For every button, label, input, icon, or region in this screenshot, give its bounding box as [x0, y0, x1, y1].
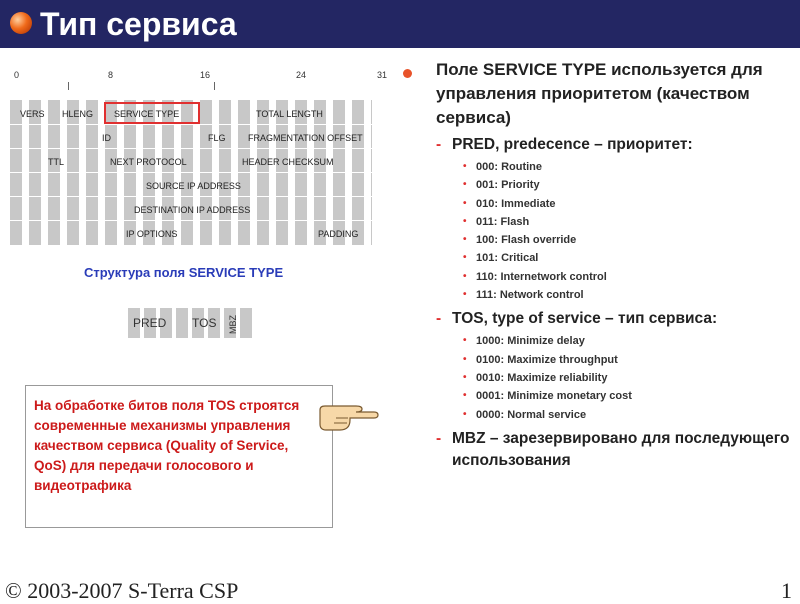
service-type-highlight [104, 102, 200, 124]
dash-bullet-icon: - [436, 136, 442, 153]
footer-copyright: © 2003-2007 S-Terra CSP [5, 578, 239, 603]
pred-codes-list [436, 158, 796, 304]
bit-label-31: 31 [377, 70, 388, 80]
field-hlen: HLENG [62, 109, 94, 119]
tos-codes-list [436, 332, 796, 423]
bullet-icon: • [463, 270, 467, 282]
bullet-icon: • [463, 197, 467, 209]
list-item: • 0010: Maximize reliability [476, 369, 796, 387]
section-mbz [436, 428, 796, 472]
bullet-icon: • [463, 371, 467, 383]
field-vers: VERS [20, 109, 45, 119]
field-flg: FLG [208, 133, 226, 143]
field-next-protocol: NEXT PROTOCOL [110, 157, 187, 167]
callout-text: На обработке битов поля TOS строятся современные механизмы управления качеством сервиса (Quality of Service, QoS) для передачи голосового и видеотрафика [34, 398, 300, 493]
tick-mark [68, 82, 69, 90]
main-heading: Поле SERVICE TYPE используется для управления приоритетом (качеством сервиса) [436, 60, 763, 127]
list-item: • 110: Internetwork control [476, 268, 796, 286]
list-item: • 011: Flash [476, 213, 796, 231]
slide-title: Тип сервиса [40, 6, 237, 42]
tick-mark [214, 82, 215, 90]
pointing-hand-icon [316, 400, 380, 436]
service-type-structure-title: Структура поля SERVICE TYPE [84, 265, 284, 280]
list-item: • 1000: Minimize delay [476, 332, 796, 350]
bit-label-8: 8 [108, 70, 114, 80]
field-padding: PADDING [318, 229, 359, 239]
section-title: PRED, predecence – приоритет: [452, 136, 693, 153]
marker-dot-icon [403, 69, 412, 78]
tos-field-pred: PRED [133, 316, 167, 330]
description-panel [436, 58, 796, 472]
bullet-icon: • [463, 289, 467, 301]
tos-field-tos: TOS [192, 316, 217, 330]
list-item: • 111: Network control [476, 286, 796, 304]
bullet-icon: • [463, 408, 467, 420]
bullet-icon: • [463, 215, 467, 227]
list-item: • 010: Immediate [476, 195, 796, 213]
list-item: • 001: Priority [476, 176, 796, 194]
bullet-icon: • [463, 335, 467, 347]
row-divider [10, 172, 372, 173]
row-divider [10, 220, 372, 221]
list-item: • 0100: Maximize throughput [476, 351, 796, 369]
section-tos [436, 308, 796, 330]
row-divider [10, 124, 372, 125]
bullet-icon: • [463, 353, 467, 365]
field-destination-ip: DESTINATION IP ADDRESS [134, 205, 251, 215]
callout-box [25, 385, 333, 528]
bullet-ball-icon [10, 12, 32, 34]
section-pred [436, 134, 796, 156]
tos-field-mbz: MBZ [228, 315, 238, 334]
list-item: • 000: Routine [476, 158, 796, 176]
bit-label-16: 16 [200, 70, 211, 80]
row-divider [10, 196, 372, 197]
bullet-icon: • [463, 252, 467, 264]
field-ip-options: IP OPTIONS [126, 229, 178, 239]
bullet-icon: • [463, 234, 467, 246]
section-title: TOS, type of service – тип сервиса: [452, 310, 718, 328]
list-item: • 100: Flash override [476, 231, 796, 249]
dash-bullet-icon: - [436, 429, 442, 447]
field-service-type: SERVICE TYPE [114, 109, 180, 119]
bit-label-24: 24 [296, 70, 307, 80]
field-ttl: TTL [48, 157, 65, 167]
bit-label-0: 0 [14, 70, 20, 80]
field-source-ip: SOURCE IP ADDRESS [146, 181, 241, 191]
field-total-length: TOTAL LENGTH [256, 109, 323, 119]
list-item: • 0001: Minimize monetary cost [476, 387, 796, 405]
section-title: MBZ – зарезервировано для последующего использования [452, 429, 790, 469]
title-bar [0, 0, 800, 48]
bullet-icon: • [463, 390, 467, 402]
field-id: ID [102, 133, 111, 143]
list-item: • 0000: Normal service [476, 406, 796, 424]
bullet-icon: • [463, 179, 467, 191]
dash-bullet-icon: - [436, 310, 442, 328]
page-number: 1 [781, 578, 792, 603]
row-divider [10, 148, 372, 149]
list-item: • 101: Critical [476, 249, 796, 267]
bullet-icon: • [463, 161, 467, 172]
field-fragmentation-offset: FRAGMENTATION OFFSET [248, 133, 363, 143]
field-header-checksum: HEADER CHECKSUM [242, 157, 334, 167]
